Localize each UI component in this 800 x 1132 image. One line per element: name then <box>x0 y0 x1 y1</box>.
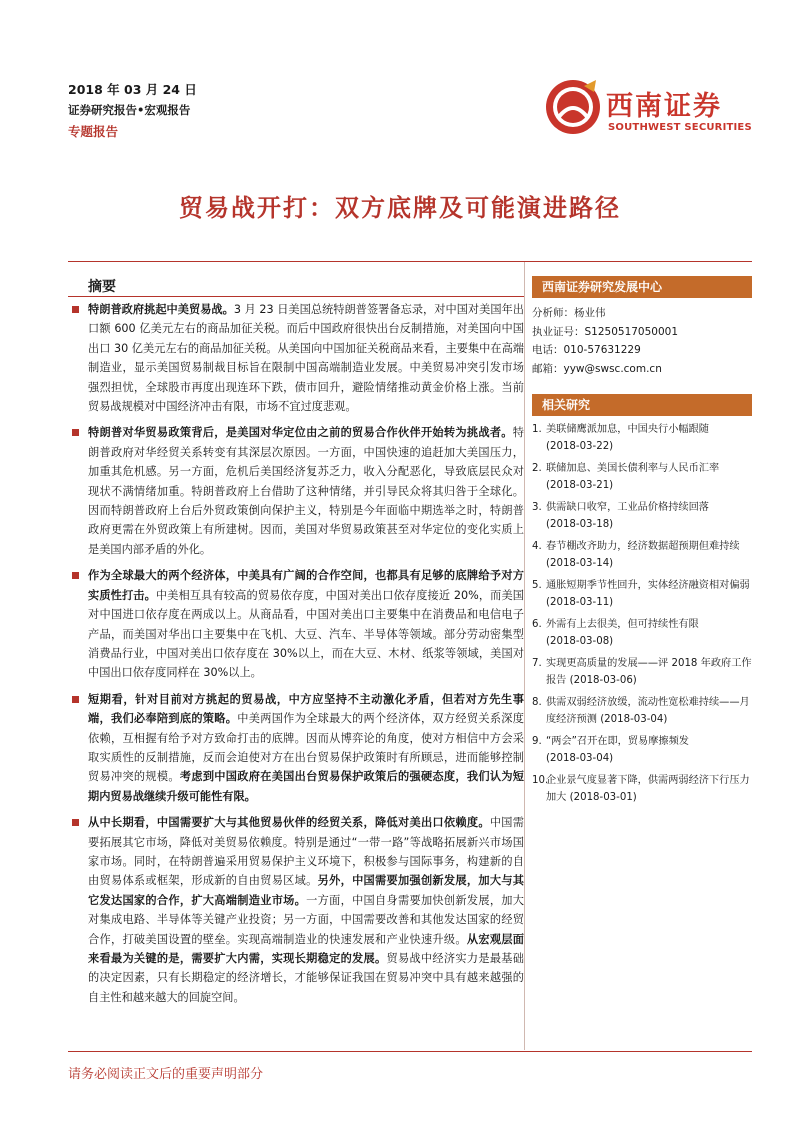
paragraph-lead-2: 另外，中国需要加强创新发展，加大与其它发达国家的合作，扩大高端制造业市场。 <box>88 874 524 907</box>
analyst-email-label: 邮箱： <box>532 362 564 375</box>
item-title: 企业景气度显著下降，供需两弱经济下行压力加大 <box>546 775 750 803</box>
analyst-name-row <box>532 304 752 323</box>
item-date: (2018-03-04) <box>546 752 614 764</box>
abstract-heading: 摘要 <box>88 279 116 295</box>
list-item[interactable] <box>532 422 752 455</box>
abstract-divider <box>68 296 524 297</box>
abstract-paragraph <box>68 566 524 682</box>
paragraph-body: 中美两国作为全球最大的两个经济体，双方经贸关系深度依赖，互相握有给予对方致命打击的底牌。因而从博弈论的角度，使对方相信中方会采取实质性的反制措施，反而会迫使对方在出台贸易保护政策时有所顾忌，进而能够控制贸易冲突的规模。 <box>88 712 524 784</box>
item-title: 春节棚改齐助力，经济数据超预期但难持续 <box>546 541 740 552</box>
column-divider <box>524 262 525 1050</box>
item-number: 10. <box>532 775 549 786</box>
paragraph-lead: 特朗普对华贸易政策背后，是美国对华定位由之前的贸易合作伙伴开始转为挑战者。 <box>88 426 513 440</box>
report-date: 2018 年 03 月 24 日 <box>68 82 197 97</box>
logo-emblem-icon <box>544 78 602 136</box>
item-number: 8. <box>532 697 542 708</box>
logo-cn-text: 西南证券 <box>606 91 722 122</box>
list-item[interactable] <box>532 539 752 572</box>
report-meta <box>68 80 197 142</box>
item-date: (2018-03-11) <box>546 596 614 608</box>
analyst-license-row <box>532 323 752 342</box>
list-item[interactable] <box>532 578 752 611</box>
paragraph-body: 特朗普政府对华经贸关系转变有其深层次原因。一方面，中国快速的追赶加大美国压力，加重其危机感。另一方面，危机后美国经济复苏乏力，收入分配恶化，导致底层民众对现状不满情绪加重。特朗普政府上台借助了这种情绪，并引导民众将其归咎于全球化。因而特朗普政府上台后外贸政策倒向保护主义，特别是今年面临中期选举之时，特朗普政府更需在外贸政策上有所建树。因而，美国对华贸易政策甚至对华定位的变化实质上是美国内部矛盾的外化。 <box>88 426 524 556</box>
paragraph-body: 3 月 23 日美国总统特朗普签署备忘录，对中国对美国年出口额 600 亿美元左右的商品加征关税。而后中国政府很快出台反制措施，对美国向中国出口 30 亿美元左右的商品加征关税。从美国向中国加征关税商品来看，主要集中在高端制造业，显示美国贸易制裁目标旨在限制中国高端制造业发展。中美贸易冲突引发市场强烈担忧，全球股市再度出现连环下跌，债市回升，避险情绪推动黄金价格上涨。当前贸易战规模对中国经济冲击有限，市场不宜过度悲观。 <box>88 303 524 414</box>
footer-divider <box>68 1051 752 1052</box>
item-title: 联储加息、美国长债利率与人民币汇率 <box>546 463 720 474</box>
item-title: 实现更高质量的发展——评 2018 年政府工作报告 <box>546 658 752 686</box>
abstract-paragraph <box>68 423 524 559</box>
paragraph-lead: 作为全球最大的两个经济体，中美具有广阔的合作空间，也都具有足够的底牌给予对方实质性打击。 <box>88 569 524 602</box>
item-date: (2018-03-01) <box>569 791 637 803</box>
related-research-list <box>532 422 752 812</box>
page-title: 贸易战开打：双方底牌及可能演进路径 <box>179 193 621 222</box>
item-number: 4. <box>532 541 542 552</box>
item-title: 外需有上去很美，但可持续性有限 <box>546 619 699 630</box>
item-date: (2018-03-22) <box>546 440 614 452</box>
list-item[interactable] <box>532 500 752 533</box>
report-series: 证券研究报告•宏观报告 <box>68 103 191 117</box>
analyst-email-row <box>532 360 752 379</box>
bullet-square-icon <box>72 306 79 313</box>
bullet-square-icon <box>72 819 79 826</box>
list-item[interactable] <box>532 734 752 767</box>
bullet-square-icon <box>72 572 79 579</box>
item-title: 美联储鹰派加息，中国央行小幅跟随 <box>546 424 709 435</box>
item-number: 7. <box>532 658 542 669</box>
item-date: (2018-03-14) <box>546 557 614 569</box>
top-divider <box>68 261 752 262</box>
analyst-phone: 010-57631229 <box>563 344 641 356</box>
paragraph-tail: 考虑到中国政府在美国出台贸易保护政策后的强硬态度，我们认为短期内贸易战继续升级可能性有限。 <box>88 770 524 803</box>
report-type: 专题报告 <box>68 124 119 139</box>
item-number: 6. <box>532 619 542 630</box>
item-title: “两会”召开在即，贸易摩擦频发 <box>546 736 689 747</box>
paragraph-body-3: 贸易战中经济实力是最基础的决定因素，只有长期稳定的经济增长，才能够保证我国在贸易冲突中具有越来越强的自主性和越来越大的回旋空间。 <box>88 952 524 1004</box>
company-logo <box>544 78 752 140</box>
item-title: 供需双弱经济放缓，流动性宽松难持续——月度经济预测 <box>546 697 750 725</box>
paragraph-body: 中国需要拓展其它市场，降低对美贸易依赖度。特别是通过“一带一路”等战略拓展新兴市场国家市场。同时，在特朗普遍采用贸易保护主义环境下，积极参与国际事务，构建新的自由贸易体系或框架，形成新的自由贸易区域。 <box>88 816 524 888</box>
disclaimer-notice: 请务必阅读正文后的重要声明部分 <box>68 1067 264 1082</box>
analyst-license: S1250517050001 <box>584 325 679 338</box>
analyst-phone-row <box>532 341 752 360</box>
item-date: (2018-03-08) <box>546 635 614 647</box>
item-number: 3. <box>532 502 542 513</box>
paragraph-lead: 特朗普政府挑起中美贸易战。 <box>88 303 234 316</box>
list-item[interactable] <box>532 773 752 806</box>
analyst-name: 杨业伟 <box>574 307 606 319</box>
item-date: (2018-03-21) <box>546 479 614 491</box>
item-number: 1. <box>532 424 542 435</box>
paragraph-lead: 从中长期看，中国需要扩大与其他贸易伙伴的经贸关系，降低对美出口依赖度。 <box>88 816 490 830</box>
abstract-body <box>68 300 524 1014</box>
analyst-email-link[interactable]: yyw@swsc.com.cn <box>563 362 662 375</box>
item-title: 通胀短期季节性回升，实体经济融资相对偏弱 <box>546 580 750 591</box>
bullet-square-icon <box>72 696 79 703</box>
paragraph-lead-3: 从宏观层面来看最为关键的是，需要扩大内需，实现长期稳定的发展。 <box>88 932 524 965</box>
paragraph-body-2: 一方面，中国自身需要加快创新发展，加大对集成电路、半导体等关键产业投资；另一方面，中国需要改善和其他发达国家的经贸合作，打破美国设置的壁垒。实现高端制造业的快速发展和产业快速升级。 <box>88 893 524 946</box>
list-item[interactable] <box>532 695 752 728</box>
paragraph-lead: 短期看，针对目前对方挑起的贸易战，中方应坚持不主动激化矛盾，但若对方先生事端，我们必奉陪到底的策略。 <box>88 692 524 726</box>
item-date: (2018-03-06) <box>569 674 637 686</box>
analyst-name-label: 分析师： <box>532 307 574 319</box>
list-item[interactable] <box>532 617 752 650</box>
research-center-header: 西南证券研究发展中心 <box>532 276 752 298</box>
item-title: 供需缺口收窄，工业品价格持续回落 <box>546 502 709 513</box>
item-number: 9. <box>532 736 542 747</box>
item-number: 2. <box>532 463 542 474</box>
item-date: (2018-03-18) <box>546 518 614 530</box>
paragraph-body: 中美相互具有较高的贸易依存度，中国对美出口依存度接近 20%，而美国对中国进口依存度在两成以上。从商品看，中国对美出口主要集中在消费品和电信电子产品，而美国对华出口主要集中在飞机、大豆、汽车、半导体等领域。部分劳动密集型消费品行业，中国对美出口依存度在 30%以上，而在大豆、木材、纸浆等领域，美国对中国出口依存度同样在 30%以上。 <box>88 588 524 680</box>
related-research-header: 相关研究 <box>532 394 752 416</box>
analyst-info <box>532 304 752 378</box>
logo-en-text: SOUTHWEST SECURITIES <box>608 122 752 133</box>
abstract-paragraph <box>68 300 524 416</box>
list-item[interactable] <box>532 461 752 494</box>
item-number: 5. <box>532 580 542 591</box>
abstract-paragraph <box>68 813 524 1007</box>
abstract-paragraph <box>68 690 524 806</box>
analyst-license-label: 执业证号： <box>532 325 585 338</box>
bullet-square-icon <box>72 429 79 436</box>
analyst-phone-label: 电话： <box>532 344 564 356</box>
list-item[interactable] <box>532 656 752 689</box>
item-date: (2018-03-04) <box>600 713 668 725</box>
